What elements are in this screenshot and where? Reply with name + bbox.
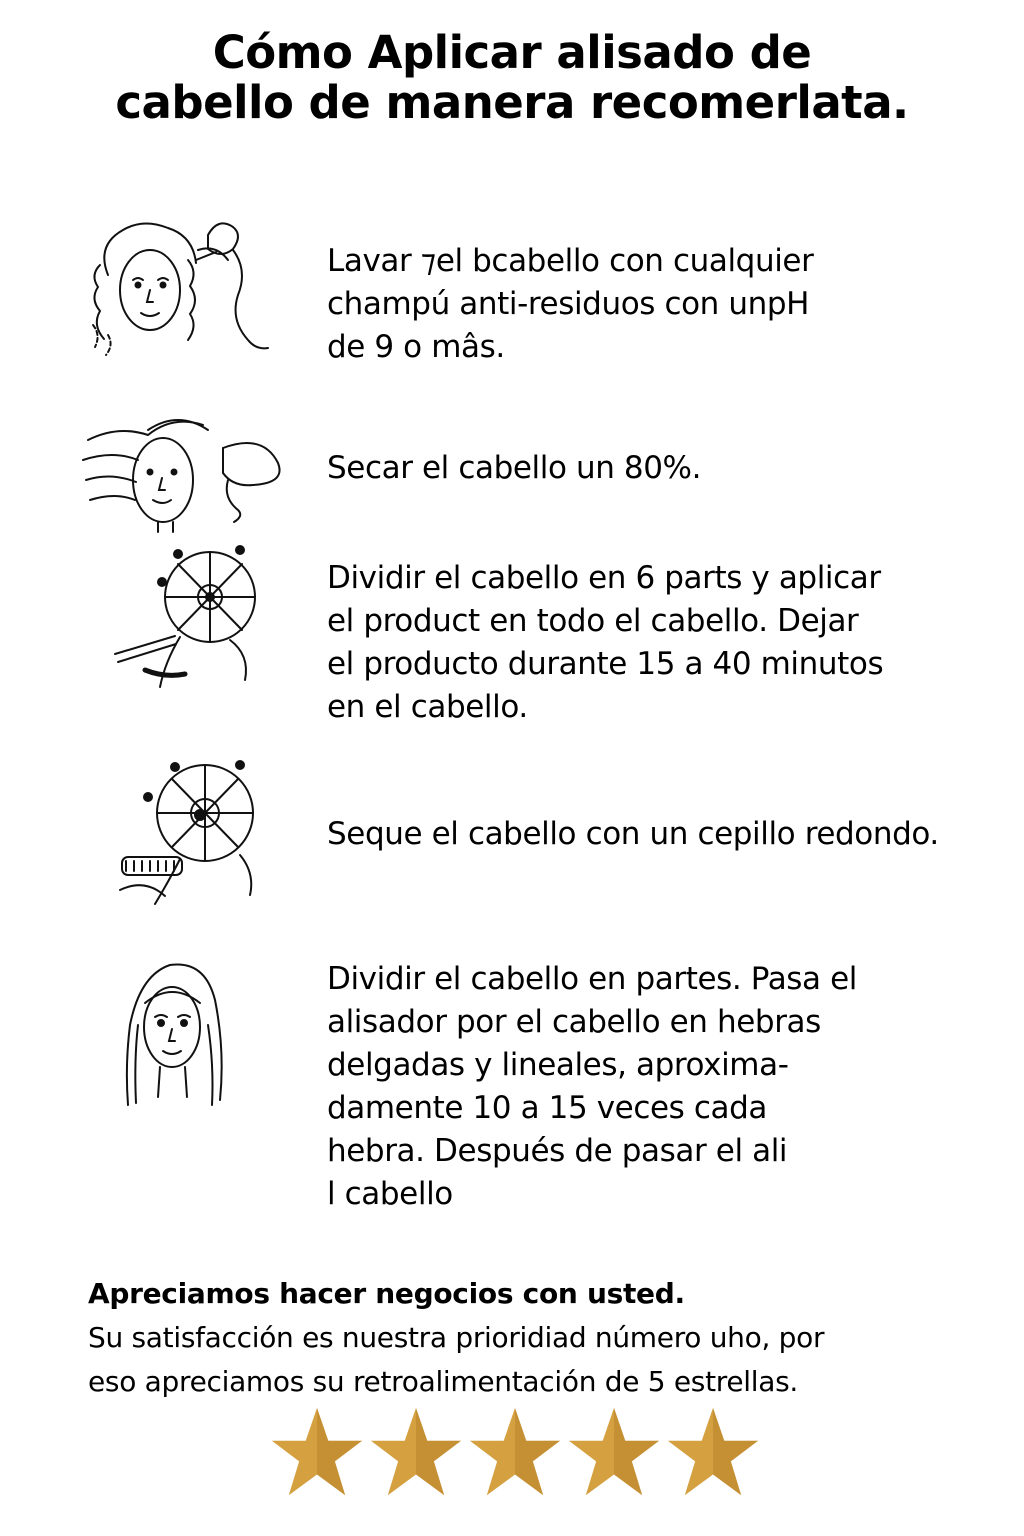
sectioned-hair-round-brush-icon xyxy=(100,755,320,915)
step-3-instructions xyxy=(327,557,1007,729)
title-line-2: cabello de manera recomerlata. xyxy=(115,76,909,129)
step-3-line-2: el product en todo el cabello. Dejar xyxy=(327,603,859,639)
woman-blow-drying-hair-icon xyxy=(78,390,298,550)
step-1-line-2: champú anti-residuos con unpH xyxy=(327,286,810,322)
step-5-line-6: l cabello xyxy=(327,1176,453,1212)
step-5-instructions xyxy=(327,958,1007,1216)
title-line-1: Cómo Aplicar alisado de xyxy=(212,26,812,79)
step-2-line-1: Secar el cabello un 80%. xyxy=(327,450,702,486)
step-1-instructions xyxy=(327,240,1007,369)
footer-line-2: eso apreciamos su retroalimentación de 5 estrellas. xyxy=(88,1365,798,1398)
step-3-line-3: el producto durante 15 a 40 minutos xyxy=(327,646,884,682)
gold-star-icon xyxy=(468,1405,562,1499)
gold-star-icon xyxy=(666,1405,760,1499)
step-5-line-5: hebra. Después de pasar el ali xyxy=(327,1133,788,1169)
step-3-line-4: en el cabello. xyxy=(327,689,528,725)
step-4-instructions xyxy=(327,813,1007,856)
step-3-line-1: Dividir el cabello en 6 parts y aplicar xyxy=(327,560,881,596)
footer-thanks: Apreciamos hacer negocios con usted. xyxy=(88,1277,685,1310)
step-2-instructions xyxy=(327,447,1007,490)
step-5-line-2: alisador por el cabello en hebras xyxy=(327,1004,821,1040)
step-5-line-4: damente 10 a 15 veces cada xyxy=(327,1090,767,1126)
footer-line-1: Su satisfacción es nuestra prioridiad número uho, por xyxy=(88,1321,825,1354)
step-5-line-1: Dividir el cabello en partes. Pasa el xyxy=(327,961,857,997)
step-5-line-3: delgadas y lineales, aproxima- xyxy=(327,1047,789,1083)
footer-message xyxy=(88,1272,988,1404)
page-title xyxy=(40,28,984,128)
step-1-line-1: Lavar ⁊el bcabello con cualquier xyxy=(327,243,814,279)
woman-straight-hair-icon xyxy=(90,955,310,1115)
gold-star-icon xyxy=(270,1405,364,1499)
step-4-line-1: Seque el cabello con un cepillo redondo. xyxy=(327,816,939,852)
gold-star-icon xyxy=(369,1405,463,1499)
five-star-rating xyxy=(270,1405,760,1505)
gold-star-icon xyxy=(567,1405,661,1499)
sectioned-hair-applying-product-icon xyxy=(100,542,320,702)
step-1-line-3: de 9 o mâs. xyxy=(327,329,505,365)
woman-washing-hair-icon xyxy=(78,205,298,365)
